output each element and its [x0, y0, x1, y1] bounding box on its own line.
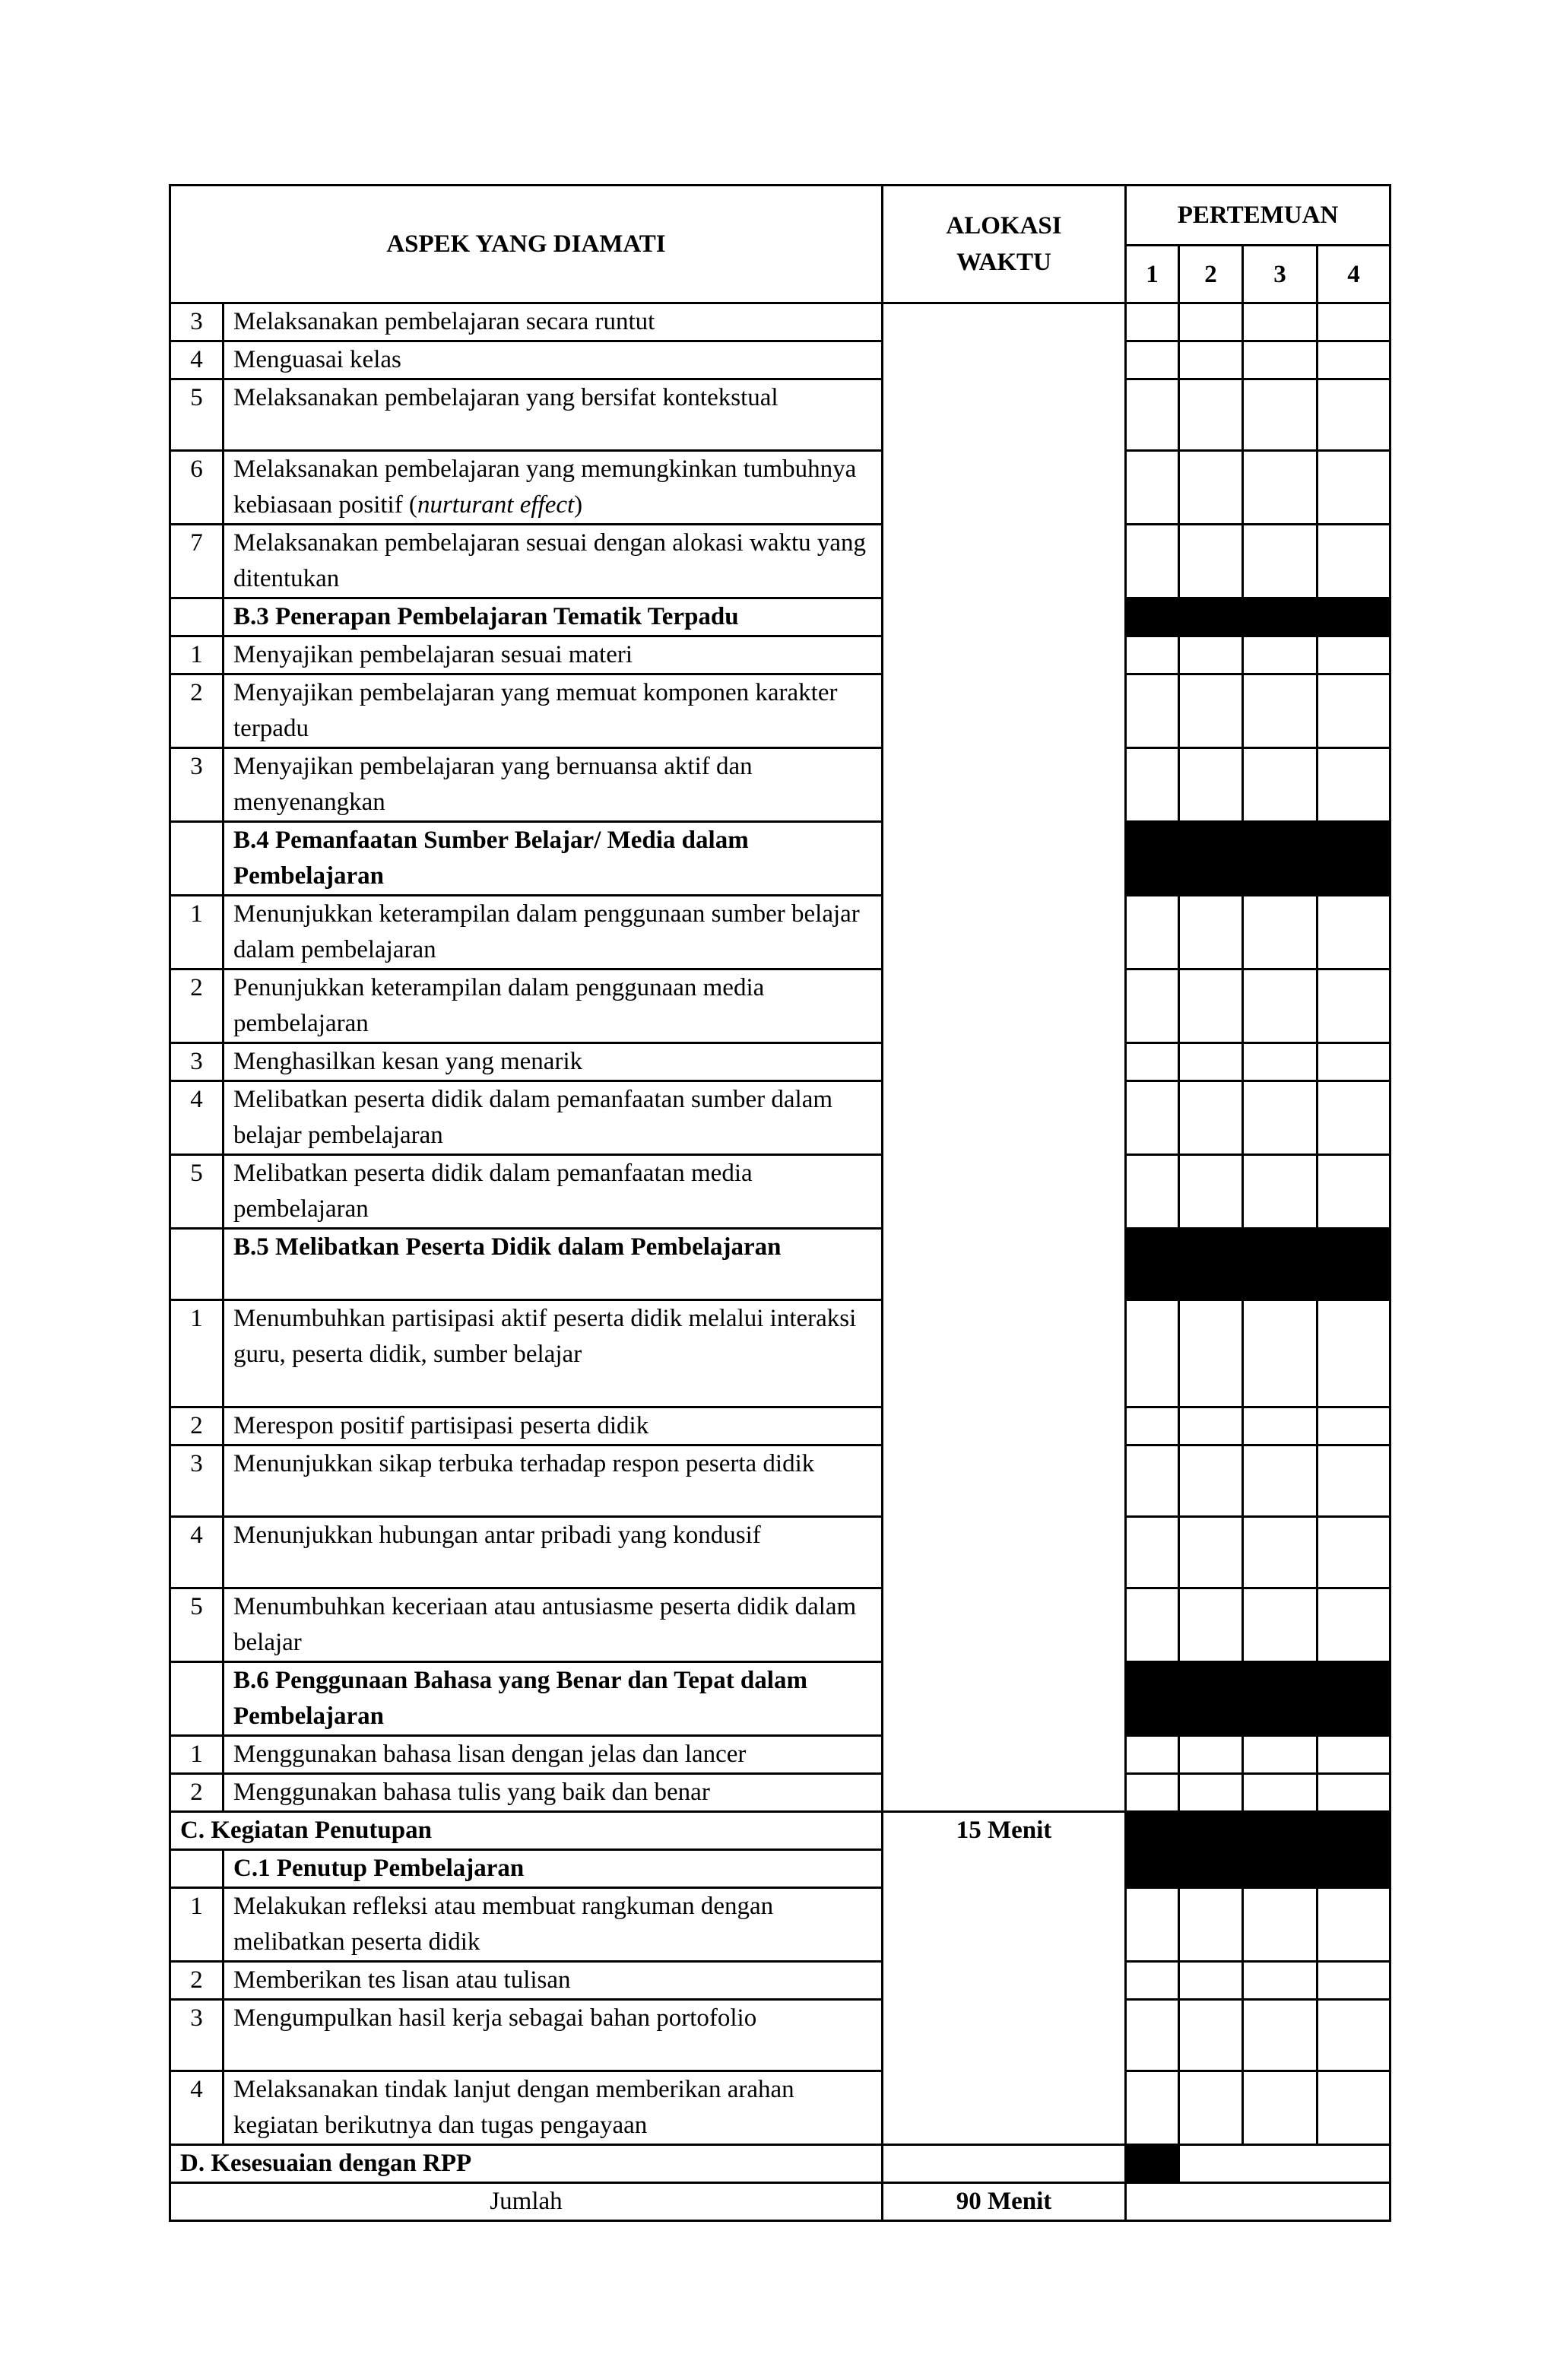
table-row — [170, 1043, 1391, 1081]
check-cell[interactable] — [1179, 1155, 1243, 1229]
check-cell[interactable] — [1126, 748, 1179, 822]
row-text: Penunjukkan keterampilan dalam penggunaan media pembelajaran — [224, 969, 883, 1043]
check-cell[interactable] — [1243, 341, 1318, 379]
check-cell[interactable] — [1179, 451, 1243, 525]
check-cell[interactable] — [1243, 674, 1318, 748]
table-row — [170, 525, 1391, 598]
check-cell[interactable] — [1126, 1736, 1179, 1774]
section-row — [170, 1850, 1391, 1888]
check-cell[interactable] — [1318, 1407, 1391, 1445]
check-cell[interactable] — [1318, 1155, 1391, 1229]
check-cell[interactable] — [1179, 1962, 1243, 2000]
check-cell[interactable] — [1243, 636, 1318, 674]
check-cell[interactable] — [1318, 1081, 1391, 1155]
row-number: 5 — [170, 1155, 224, 1229]
table-row — [170, 1888, 1391, 1962]
row-number: 2 — [170, 1962, 224, 2000]
check-cell[interactable] — [1318, 525, 1391, 598]
check-cell[interactable] — [1126, 1043, 1179, 1081]
row-text: Menyajikan pembelajaran yang bernuansa aktif dan menyenangkan — [224, 748, 883, 822]
check-cell[interactable] — [1126, 1517, 1179, 1588]
row-number — [170, 1662, 224, 1736]
check-cell[interactable] — [1318, 379, 1391, 451]
check-cell[interactable] — [1318, 1445, 1391, 1517]
table-row — [170, 1774, 1391, 1812]
row-number: 4 — [170, 341, 224, 379]
check-cell[interactable] — [1126, 1588, 1179, 1662]
row-text: Memberikan tes lisan atau tulisan — [224, 1962, 883, 2000]
shaded-cell — [1126, 598, 1391, 636]
check-cell[interactable] — [1179, 1888, 1243, 1962]
check-cell[interactable] — [1243, 1081, 1318, 1155]
section-d-title: D. Kesesuaian dengan RPP — [170, 2145, 883, 2183]
check-cell[interactable] — [1243, 1588, 1318, 1662]
check-cell[interactable] — [1179, 303, 1243, 341]
check-cell[interactable] — [1318, 969, 1391, 1043]
row-text-part: ) — [574, 491, 583, 519]
section-row — [170, 2145, 1391, 2183]
check-cell[interactable] — [1126, 1774, 1179, 1812]
row-number: 5 — [170, 379, 224, 451]
row-text: Menghasilkan kesan yang menarik — [224, 1043, 883, 1081]
check-cell[interactable] — [1179, 969, 1243, 1043]
observation-table — [169, 184, 1391, 2222]
check-cell[interactable] — [1179, 636, 1243, 674]
row-number: 4 — [170, 2071, 224, 2145]
table-row — [170, 1962, 1391, 2000]
check-cell[interactable] — [1126, 2071, 1179, 2145]
table-row — [170, 1407, 1391, 1445]
table-row — [170, 1517, 1391, 1588]
check-cell[interactable] — [1179, 379, 1243, 451]
check-cell[interactable] — [1179, 896, 1243, 969]
total-label: Jumlah — [170, 2183, 883, 2221]
meeting-cells-blank — [1179, 2145, 1391, 2183]
check-cell[interactable] — [1243, 1888, 1318, 1962]
shaded-cell — [1126, 1229, 1391, 1300]
check-cell[interactable] — [1179, 1445, 1243, 1517]
check-cell[interactable] — [1243, 1517, 1318, 1588]
check-cell[interactable] — [1126, 451, 1179, 525]
check-cell[interactable] — [1179, 1043, 1243, 1081]
row-text: Menyajikan pembelajaran yang memuat komponen karakter terpadu — [224, 674, 883, 748]
check-cell[interactable] — [1318, 1043, 1391, 1081]
check-cell[interactable] — [1243, 748, 1318, 822]
check-cell[interactable] — [1243, 2000, 1318, 2071]
check-cell[interactable] — [1318, 1888, 1391, 1962]
check-cell[interactable] — [1179, 674, 1243, 748]
check-cell[interactable] — [1318, 1588, 1391, 1662]
row-text: Melakukan refleksi atau membuat rangkuman dengan melibatkan peserta didik — [224, 1888, 883, 1962]
shaded-cell — [1126, 822, 1391, 896]
row-text: Merespon positif partisipasi peserta didik — [224, 1407, 883, 1445]
row-number: 3 — [170, 1445, 224, 1517]
table-row — [170, 303, 1391, 341]
row-number — [170, 1229, 224, 1300]
row-text: Menunjukkan hubungan antar pribadi yang kondusif — [224, 1517, 883, 1588]
check-cell[interactable] — [1126, 2000, 1179, 2071]
row-number: 4 — [170, 1517, 224, 1588]
section-row — [170, 1662, 1391, 1736]
row-text: Melibatkan peserta didik dalam pemanfaatan media pembelajaran — [224, 1155, 883, 1229]
total-alokasi: 90 Menit — [883, 2183, 1126, 2221]
row-text: Menggunakan bahasa lisan dengan jelas dan lancer — [224, 1736, 883, 1774]
total-row — [170, 2183, 1391, 2221]
row-text: Mengumpulkan hasil kerja sebagai bahan portofolio — [224, 2000, 883, 2071]
row-text: Menggunakan bahasa tulis yang baik dan benar — [224, 1774, 883, 1812]
meeting-2-header: 2 — [1179, 246, 1243, 303]
row-number — [170, 598, 224, 636]
check-cell[interactable] — [1126, 1962, 1179, 2000]
shaded-cell — [1126, 1850, 1391, 1888]
row-number: 2 — [170, 674, 224, 748]
alokasi-cell — [883, 2145, 1126, 2183]
row-number: 3 — [170, 748, 224, 822]
row-text: Menunjukkan sikap terbuka terhadap respon peserta didik — [224, 1445, 883, 1517]
row-text: Menyajikan pembelajaran sesuai materi — [224, 636, 883, 674]
meeting-3-header: 3 — [1243, 246, 1318, 303]
section-row — [170, 1229, 1391, 1300]
check-cell[interactable] — [1126, 1081, 1179, 1155]
table-body — [170, 303, 1391, 2221]
check-cell[interactable] — [1318, 303, 1391, 341]
table-row — [170, 1736, 1391, 1774]
section-row — [170, 1812, 1391, 1850]
row-number: 2 — [170, 1774, 224, 1812]
check-cell[interactable] — [1243, 1300, 1318, 1407]
row-number: 4 — [170, 1081, 224, 1155]
check-cell[interactable] — [1318, 1774, 1391, 1812]
header-pertemuan: PERTEMUAN — [1126, 186, 1391, 246]
check-cell[interactable] — [1179, 1588, 1243, 1662]
row-number: 2 — [170, 1407, 224, 1445]
alokasi-value: 15 Menit — [883, 1812, 1126, 2145]
row-number — [170, 822, 224, 896]
check-cell[interactable] — [1179, 525, 1243, 598]
check-cell[interactable] — [1243, 379, 1318, 451]
header-aspek: ASPEK YANG DIAMATI — [170, 186, 883, 303]
row-number: 1 — [170, 1736, 224, 1774]
check-cell[interactable] — [1318, 748, 1391, 822]
table-row — [170, 2000, 1391, 2071]
check-cell[interactable] — [1318, 1736, 1391, 1774]
row-text: Melaksanakan pembelajaran yang bersifat kontekstual — [224, 379, 883, 451]
check-cell[interactable] — [1243, 303, 1318, 341]
check-cell[interactable] — [1179, 1300, 1243, 1407]
row-text: Melaksanakan tindak lanjut dengan memberikan arahan kegiatan berikutnya dan tugas pengayaan — [224, 2071, 883, 2145]
total-meetings — [1126, 2183, 1391, 2221]
check-cell[interactable] — [1126, 341, 1179, 379]
check-cell[interactable] — [1243, 1774, 1318, 1812]
check-cell[interactable] — [1243, 1043, 1318, 1081]
section-c-title: C. Kegiatan Penutupan — [170, 1812, 883, 1850]
check-cell[interactable] — [1243, 1407, 1318, 1445]
check-cell[interactable] — [1126, 674, 1179, 748]
table-row — [170, 1155, 1391, 1229]
meeting-4-header: 4 — [1318, 246, 1391, 303]
check-cell[interactable] — [1243, 969, 1318, 1043]
check-cell[interactable] — [1318, 2000, 1391, 2071]
header-alokasi: ALOKASI WAKTU — [883, 186, 1126, 303]
check-cell[interactable] — [1179, 1774, 1243, 1812]
check-cell[interactable] — [1179, 2071, 1243, 2145]
check-cell[interactable] — [1243, 1445, 1318, 1517]
section-title: B.4 Pemanfaatan Sumber Belajar/ Media dalam Pembelajaran — [224, 822, 883, 896]
row-number: 5 — [170, 1588, 224, 1662]
row-text: Menumbuhkan partisipasi aktif peserta didik melalui interaksi guru, peserta didik, sumber belajar — [224, 1300, 883, 1407]
table-row — [170, 636, 1391, 674]
check-cell[interactable] — [1318, 1962, 1391, 2000]
check-cell[interactable] — [1243, 451, 1318, 525]
check-cell[interactable] — [1179, 341, 1243, 379]
check-cell[interactable] — [1179, 1517, 1243, 1588]
check-cell[interactable] — [1318, 451, 1391, 525]
check-cell[interactable] — [1126, 1155, 1179, 1229]
check-cell[interactable] — [1243, 1736, 1318, 1774]
check-cell[interactable] — [1126, 525, 1179, 598]
section-row — [170, 598, 1391, 636]
check-cell[interactable] — [1126, 1888, 1179, 1962]
meeting-1-header: 1 — [1126, 246, 1179, 303]
check-cell[interactable] — [1126, 896, 1179, 969]
row-text: Melibatkan peserta didik dalam pemanfaatan sumber dalam belajar pembelajaran — [224, 1081, 883, 1155]
table-row — [170, 1081, 1391, 1155]
check-cell[interactable] — [1318, 1517, 1391, 1588]
shaded-cell — [1126, 1812, 1391, 1850]
check-cell[interactable] — [1179, 1407, 1243, 1445]
section-title: C.1 Penutup Pembelajaran — [224, 1850, 883, 1888]
row-number: 2 — [170, 969, 224, 1043]
check-cell[interactable] — [1243, 525, 1318, 598]
row-number: 3 — [170, 303, 224, 341]
check-cell[interactable] — [1179, 748, 1243, 822]
check-cell[interactable] — [1318, 674, 1391, 748]
alokasi-cell — [883, 303, 1126, 1812]
table-row — [170, 1300, 1391, 1407]
table-row — [170, 379, 1391, 451]
row-text: Melaksanakan pembelajaran sesuai dengan alokasi waktu yang ditentukan — [224, 525, 883, 598]
table-row — [170, 674, 1391, 748]
check-cell[interactable] — [1318, 896, 1391, 969]
table-row — [170, 451, 1391, 525]
table-row — [170, 1445, 1391, 1517]
table-row — [170, 969, 1391, 1043]
table-row — [170, 341, 1391, 379]
check-cell[interactable] — [1126, 379, 1179, 451]
check-cell[interactable] — [1243, 1962, 1318, 2000]
check-cell[interactable] — [1126, 1445, 1179, 1517]
row-text: Menguasai kelas — [224, 341, 883, 379]
check-cell[interactable] — [1243, 2071, 1318, 2145]
row-number: 1 — [170, 896, 224, 969]
check-cell[interactable] — [1179, 1081, 1243, 1155]
table-row — [170, 2071, 1391, 2145]
table-row — [170, 896, 1391, 969]
shaded-cell — [1126, 2145, 1179, 2183]
check-cell[interactable] — [1179, 1736, 1243, 1774]
row-text: Menunjukkan keterampilan dalam penggunaan sumber belajar dalam pembelajaran — [224, 896, 883, 969]
check-cell[interactable] — [1243, 1155, 1318, 1229]
check-cell[interactable] — [1126, 969, 1179, 1043]
row-text: Menumbuhkan keceriaan atau antusiasme peserta didik dalam belajar — [224, 1588, 883, 1662]
shaded-cell — [1126, 1662, 1391, 1736]
row-text: Melaksanakan pembelajaran secara runtut — [224, 303, 883, 341]
check-cell[interactable] — [1318, 1300, 1391, 1407]
check-cell[interactable] — [1126, 303, 1179, 341]
check-cell[interactable] — [1126, 636, 1179, 674]
section-title: B.5 Melibatkan Peserta Didik dalam Pembelajaran — [224, 1229, 883, 1300]
section-row — [170, 822, 1391, 896]
row-number: 1 — [170, 1888, 224, 1962]
check-cell[interactable] — [1318, 2071, 1391, 2145]
row-text-part: Melaksanakan pembelajaran yang memungkinkan tumbuhnya kebiasaan positif ( — [233, 455, 857, 519]
check-cell[interactable] — [1126, 1300, 1179, 1407]
check-cell[interactable] — [1179, 2000, 1243, 2071]
row-text — [224, 451, 883, 525]
check-cell[interactable] — [1318, 636, 1391, 674]
row-text-italic: nurturant effect — [417, 491, 575, 519]
row-number: 7 — [170, 525, 224, 598]
check-cell[interactable] — [1126, 1407, 1179, 1445]
row-number: 1 — [170, 1300, 224, 1407]
section-title: B.3 Penerapan Pembelajaran Tematik Terpadu — [224, 598, 883, 636]
check-cell[interactable] — [1318, 341, 1391, 379]
table-row — [170, 1588, 1391, 1662]
row-number: 6 — [170, 451, 224, 525]
row-number: 3 — [170, 2000, 224, 2071]
check-cell[interactable] — [1243, 896, 1318, 969]
row-number: 1 — [170, 636, 224, 674]
section-title: B.6 Penggunaan Bahasa yang Benar dan Tepat dalam Pembelajaran — [224, 1662, 883, 1736]
table-row — [170, 748, 1391, 822]
row-number — [170, 1850, 224, 1888]
row-number: 3 — [170, 1043, 224, 1081]
